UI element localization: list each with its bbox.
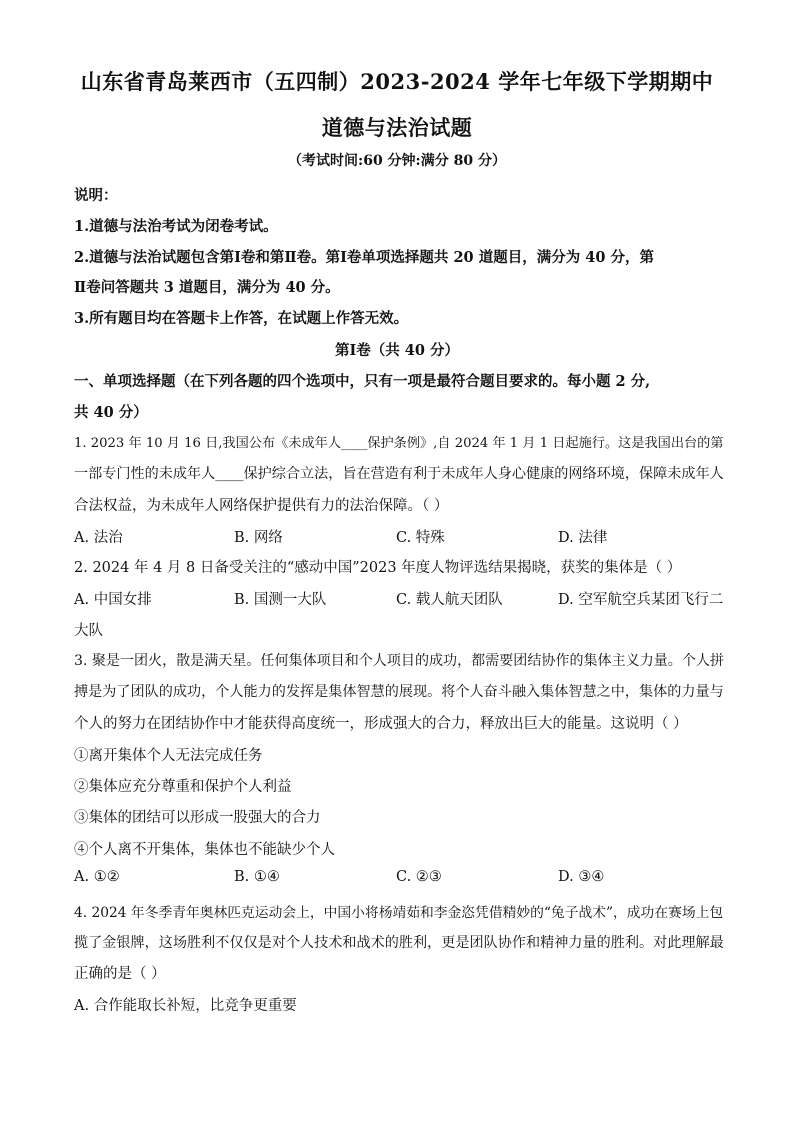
question-2-option-a: A. 中国女排 xyxy=(74,592,152,608)
question-3-stem: 个人的努力在团结协作中才能获得高度统一，形成强大的合力，释放出巨大的能量。这说明（ ） xyxy=(74,716,688,732)
question-1-stem: 合法权益，为未成年人网络保护提供有力的法治保障。（ ） xyxy=(74,498,449,514)
question-4-option-a: A. 合作能取长补短，比竞争更重要 xyxy=(74,998,297,1014)
question-3-statement: ②集体应充分尊重和保护个人利益 xyxy=(74,779,292,795)
question-3-option-d: D. ③④ xyxy=(558,869,605,885)
part-heading-line1: 一、单项选择题（在下列各题的四个选项中，只有一项是最符合题目要求的。每小题 2 分, xyxy=(74,373,651,390)
question-3-statement: ③集体的团结可以形成一股强大的合力 xyxy=(74,810,321,826)
volume-title: 第Ⅰ卷（共 40 分） xyxy=(334,342,460,359)
note-item: Ⅱ卷问答题共 3 道题目，满分为 40 分。 xyxy=(74,279,340,296)
question-2-option-c: C. 载人航天团队 xyxy=(396,592,503,608)
question-3-stem: 3. 聚是一团火，散是满天星。任何集体项目和个人项目的成功，都需要团结协作的集体主义力量。个人拼 xyxy=(74,653,724,669)
question-3-statement: ①离开集体个人无法完成任务 xyxy=(74,748,263,764)
exam-title-line2: 道德与法治试题 xyxy=(321,115,473,140)
question-2-option-b: B. 国测一大队 xyxy=(234,592,327,608)
exam-title-line1: 山东省青岛莱西市（五四制）2023-2024 学年七年级下学期期中 xyxy=(80,69,714,94)
question-2-option-d: D. 空军航空兵某团飞行二 xyxy=(558,592,724,608)
question-4-stem: 正确的是（ ） xyxy=(74,966,166,982)
note-item: 1.道德与法治考试为闭卷考试。 xyxy=(74,218,278,235)
note-item: 3.所有题目均在答题卡上作答，在试题上作答无效。 xyxy=(74,310,409,327)
notes-heading: 说明： xyxy=(74,187,118,204)
question-4-stem: 4. 2024 年冬季青年奥林匹克运动会上，中国小将杨靖茹和李金恣凭借精妙的“兔子战术”，成功在赛场上包 xyxy=(74,905,724,921)
question-1-stem: 一部专门性的未成年人____保护综合立法，旨在营造有利于未成年人身心健康的网络环境，保障未成年人 xyxy=(74,466,724,482)
question-3-statement: ④个人离不开集体，集体也不能缺少个人 xyxy=(74,842,335,858)
question-1-option-d: D. 法律 xyxy=(558,530,608,546)
exam-subtitle: （考试时间:60 分钟:满分 80 分） xyxy=(288,153,506,169)
question-3-stem: 搏是为了团队的成功，个人能力的发挥是集体智慧的展现。将个人奋斗融入集体智慧之中，集体的力量与 xyxy=(74,684,724,700)
question-4-stem: 揽了金银牌，这场胜利不仅仅是对个人技术和战术的胜利，更是团队协作和精神力量的胜利。对此理解最 xyxy=(74,935,724,951)
question-3-option-b: B. ①④ xyxy=(234,869,280,885)
question-3-option-a: A. ①② xyxy=(74,869,120,885)
part-heading-line2: 共 40 分） xyxy=(74,404,148,421)
question-1-option-b: B. 网络 xyxy=(234,530,283,546)
note-item: 2.道德与法治试题包含第Ⅰ卷和第Ⅱ卷。第Ⅰ卷单项选择题共 20 道题目，满分为 40 分，第 xyxy=(74,249,654,266)
question-2-stem: 2. 2024 年 4 月 8 日备受关注的“感动中国”2023 年度人物评选结果揭晓，获奖的集体是（ ） xyxy=(74,560,682,576)
question-1-stem: 1. 2023 年 10 月 16 日,我国公布《未成年人____保护条例》,自 2024 年 1 月 1 日起施行。这是我国出台的第 xyxy=(74,436,724,451)
question-3-option-c: C. ②③ xyxy=(396,869,442,885)
question-1-option-c: C. 特殊 xyxy=(396,530,445,546)
question-1-option-a: A. 法治 xyxy=(74,530,123,546)
question-2-option-d-continuation: 大队 xyxy=(74,623,103,639)
